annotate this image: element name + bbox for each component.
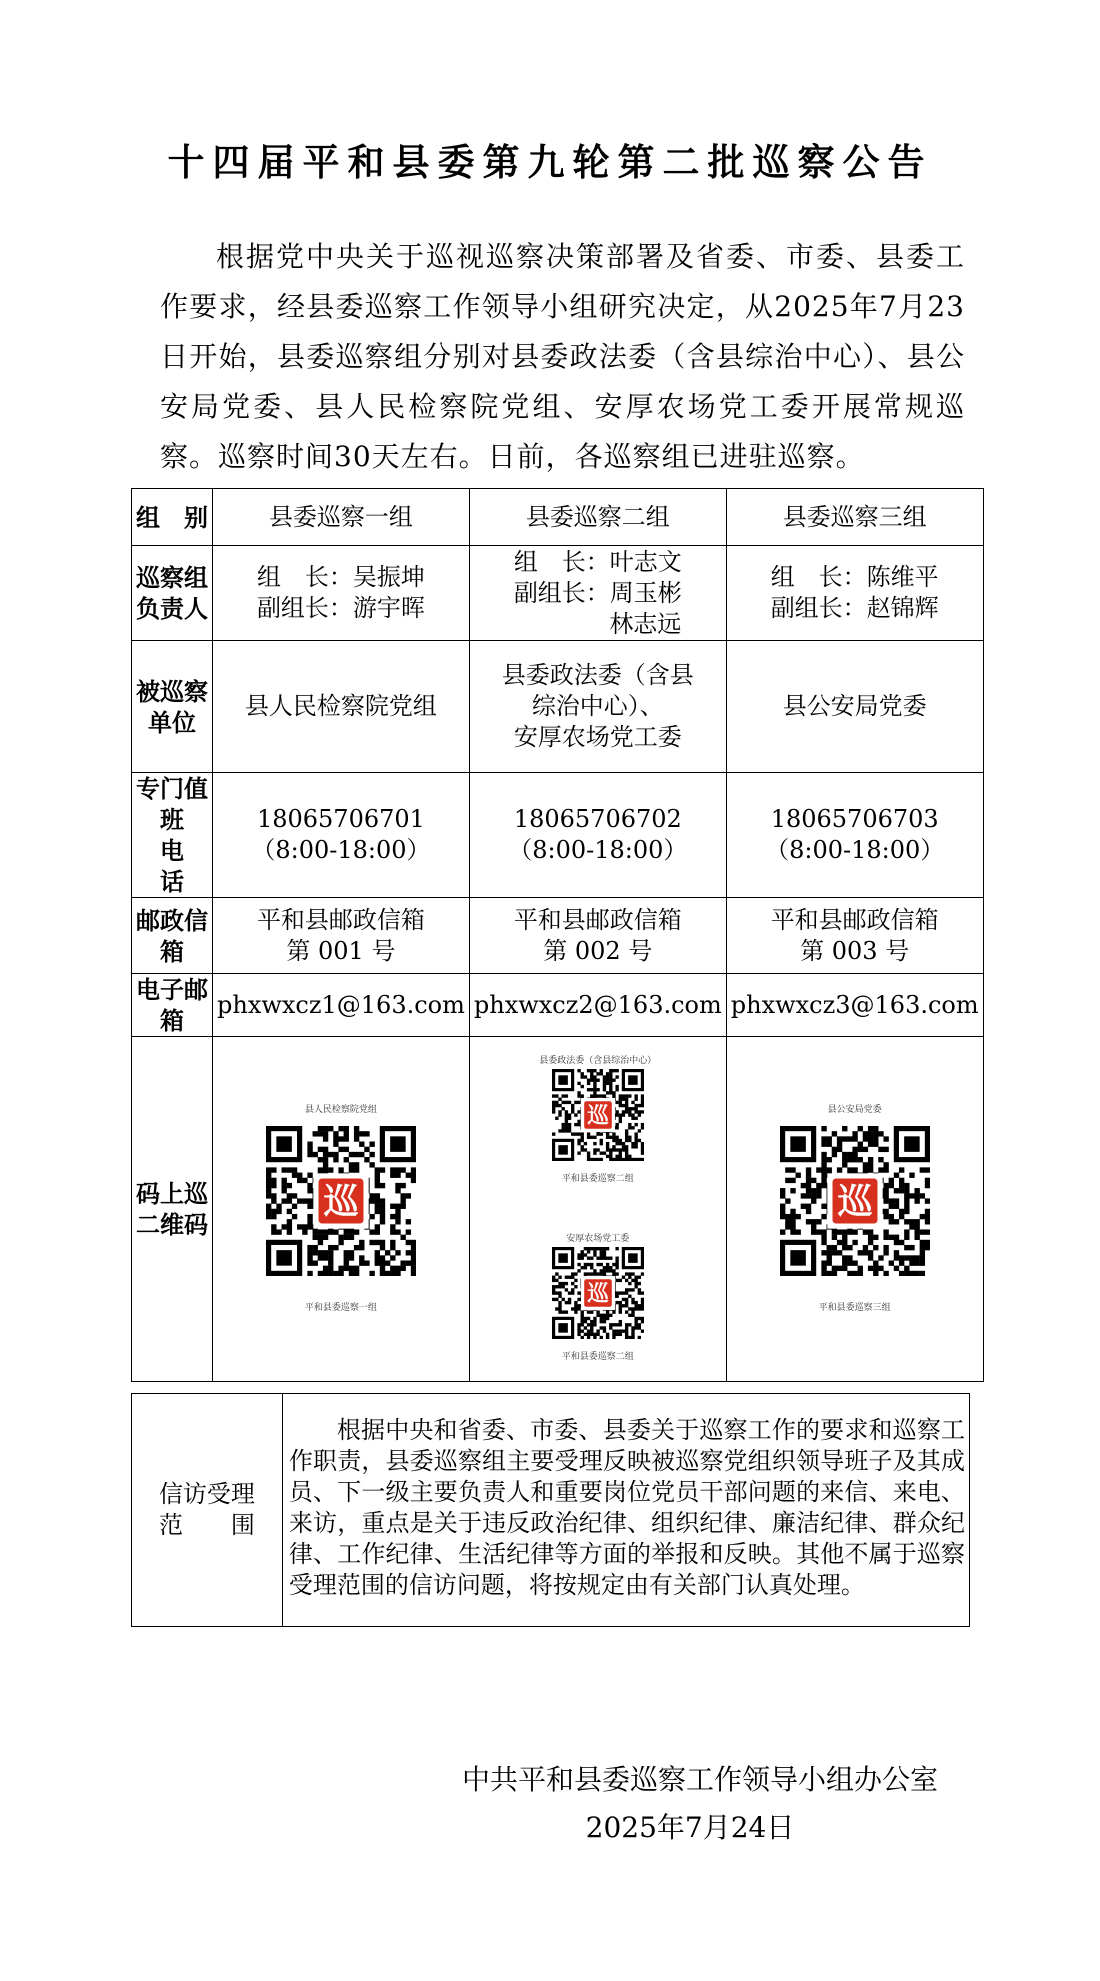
table-row bbox=[132, 546, 984, 641]
group-3-postbox: 平和县邮政信箱 第 003 号 bbox=[726, 898, 983, 974]
page-title: 十四届平和县委第九轮第二批巡察公告 bbox=[167, 140, 933, 184]
label-postbox: 邮政信箱 bbox=[132, 898, 213, 974]
group-2-postbox: 平和县邮政信箱 第 002 号 bbox=[469, 898, 726, 974]
table-row bbox=[132, 1394, 970, 1627]
group-1-email: phxwxcz1@163.com bbox=[213, 974, 470, 1037]
group-1-name: 县委巡察一组 bbox=[213, 489, 470, 546]
group-1-phone: 18065706701 （8:00-18:00） bbox=[213, 773, 470, 898]
group-2-leaders: 组 长：叶志文 副组长：周玉彬 林志远 bbox=[469, 546, 726, 641]
qr-caption: 平和县委巡察三组 bbox=[818, 1303, 891, 1313]
group-3-email: phxwxcz3@163.com bbox=[726, 974, 983, 1037]
group-3-qr-cell bbox=[726, 1037, 983, 1382]
label-qr: 码上巡 二维码 bbox=[132, 1037, 213, 1382]
group-2-name: 县委巡察二组 bbox=[469, 489, 726, 546]
qr-caption: 县人民检察院党组 bbox=[304, 1105, 377, 1115]
xuncha-logo-char: 巡 bbox=[323, 1181, 359, 1223]
qr-caption: 县公安局党委 bbox=[827, 1105, 882, 1115]
group-2-qr-cell bbox=[469, 1037, 726, 1382]
group-3-leaders: 组 长：陈维平 副组长：赵锦辉 bbox=[726, 546, 983, 641]
label-phone: 专门值班 电 话 bbox=[132, 773, 213, 898]
xuncha-logo-char: 巡 bbox=[587, 1103, 609, 1129]
table-row bbox=[132, 489, 984, 546]
qr-caption: 安厚农场党工委 bbox=[566, 1234, 630, 1244]
group-3-name: 县委巡察三组 bbox=[726, 489, 983, 546]
xuncha-logo-char: 巡 bbox=[587, 1281, 609, 1307]
group-1-qr-cell bbox=[213, 1037, 470, 1382]
group-3-phone: 18065706703 （8:00-18:00） bbox=[726, 773, 983, 898]
table-row bbox=[132, 1037, 984, 1382]
signature-date: 2025年7月24日 bbox=[585, 1811, 795, 1844]
group-3-target: 县公安局党委 bbox=[726, 641, 983, 773]
label-target: 被巡察 单位 bbox=[132, 641, 213, 773]
qr-code[interactable] bbox=[266, 1126, 416, 1284]
table-row bbox=[132, 974, 984, 1037]
label-leaders: 巡察组 负责人 bbox=[132, 546, 213, 641]
qr-caption: 平和县委巡察一组 bbox=[304, 1303, 377, 1313]
qr-code[interactable] bbox=[780, 1126, 930, 1284]
scope-text: 根据中央和省委、市委、县委关于巡察工作的要求和巡察工作职责，县委巡察组主要受理反映被巡察党组织领导班子及其成员、下一级主要负责人和重要岗位党员干部问题的来信、来电、来访，重点是关于违反政治纪律、组织纪律、廉洁纪律、群众纪律、工作纪律、生活纪律等方面的举报和反映。其他不属于巡察受理范围的信访问题，将按规定由有关部门认真处理。 bbox=[282, 1394, 969, 1627]
xuncha-logo-char: 巡 bbox=[837, 1181, 873, 1223]
signature-org: 中共平和县委巡察工作领导小组办公室 bbox=[461, 1763, 938, 1796]
qr-caption: 平和县委巡察二组 bbox=[561, 1352, 634, 1362]
group-2-target: 县委政法委（含县 综治中心）、 安厚农场党工委 bbox=[469, 641, 726, 773]
inspection-table bbox=[131, 488, 984, 1382]
label-email: 电子邮箱 bbox=[132, 974, 213, 1037]
label-scope: 信访受理 范 围 bbox=[132, 1394, 283, 1627]
table-row bbox=[132, 773, 984, 898]
qr-caption: 平和县委巡察二组 bbox=[561, 1174, 634, 1184]
group-1-leaders: 组 长：吴振坤 副组长：游宇晖 bbox=[213, 546, 470, 641]
group-2-phone: 18065706702 （8:00-18:00） bbox=[469, 773, 726, 898]
group-1-target: 县人民检察院党组 bbox=[213, 641, 470, 773]
qr-caption: 县委政法委（含县综治中心） bbox=[539, 1056, 657, 1066]
qr-code[interactable] bbox=[552, 1069, 644, 1169]
label-group: 组 别 bbox=[132, 489, 213, 546]
table-row bbox=[132, 898, 984, 974]
qr-code[interactable] bbox=[552, 1247, 644, 1347]
group-2-email: phxwxcz2@163.com bbox=[469, 974, 726, 1037]
scope-table bbox=[131, 1393, 970, 1627]
group-1-postbox: 平和县邮政信箱 第 001 号 bbox=[213, 898, 470, 974]
table-row bbox=[132, 641, 984, 773]
intro-paragraph: 根据党中央关于巡视巡察决策部署及省委、市委、县委工作要求，经县委巡察工作领导小组研究决定，从2025年7月23日开始，县委巡察组分别对县委政法委（含县综治中心）、县公安局党委、县人民检察院党组、安厚农场党工委开展常规巡察。巡察时间30天左右。日前，各巡察组已进驻巡察。 bbox=[160, 240, 965, 473]
